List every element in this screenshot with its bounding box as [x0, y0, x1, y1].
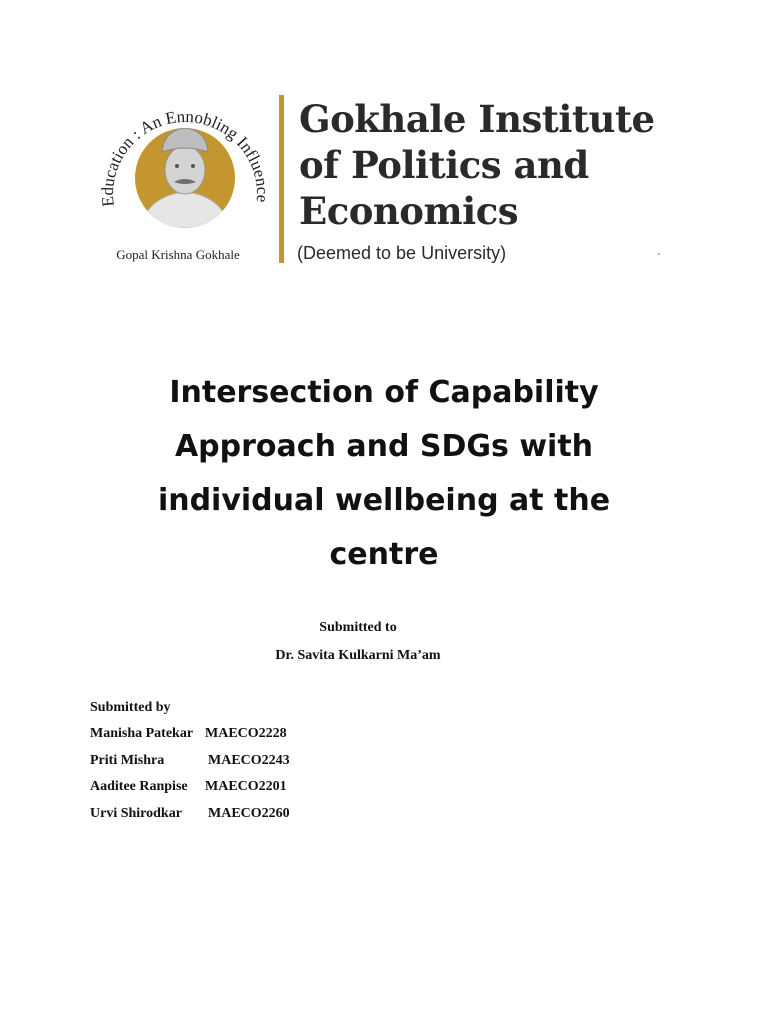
member-row [90, 726, 290, 753]
gokhale-portrait-logo [88, 78, 278, 268]
member-id: MAECO2228 [205, 726, 287, 741]
member-row [90, 753, 290, 780]
submitted-to-label: Submitted to [319, 620, 397, 635]
institute-name [299, 96, 679, 234]
member-name: Aaditee Ranpise [90, 779, 188, 794]
member-list [90, 726, 290, 832]
institute-name-line: Economics [299, 189, 519, 233]
member-name: Priti Mishra [90, 752, 165, 768]
member-id: MAECO2201 [205, 779, 287, 794]
logo-divider [279, 95, 284, 263]
emblem-arc-text: Education : An Ennobling Influence [97, 106, 273, 208]
institute-name-line: of Politics and [299, 143, 589, 187]
supervisor-name: Dr. Savita Kulkarni Ma’am [275, 648, 441, 663]
submitted-by-label: Submitted by [90, 700, 171, 715]
document-title [100, 366, 668, 582]
title-line: individual wellbeing at the [157, 483, 611, 518]
member-name: Urvi Shirodkar [90, 805, 182, 821]
stray-mark: - [657, 249, 661, 260]
member-name: Manisha Patekar [90, 726, 194, 741]
institute-emblem [88, 78, 278, 268]
member-id: MAECO2260 [208, 805, 290, 821]
title-line: Intersection of Capability [169, 375, 599, 410]
title-line: centre [329, 537, 439, 572]
emblem-caption: Gopal Krishna Gokhale [116, 247, 240, 262]
institute-name-line: Gokhale Institute [299, 97, 655, 141]
institute-subtitle: (Deemed to be University) [297, 243, 507, 263]
member-id: MAECO2243 [208, 752, 290, 768]
title-line: Approach and SDGs with [174, 429, 594, 464]
member-row [90, 806, 290, 833]
member-row [90, 779, 290, 806]
